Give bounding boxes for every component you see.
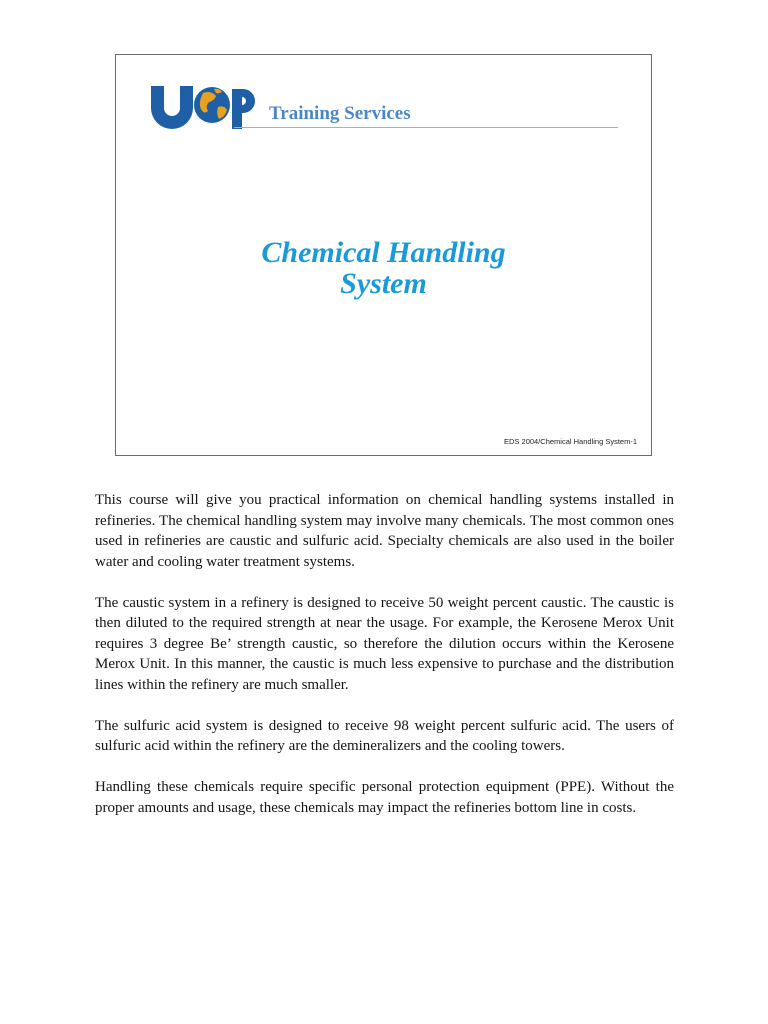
- paragraph-sulfuric: The sulfuric acid system is designed to receive 98 weight percent sulfuric acid. The users of sulfuric acid within the refinery are the demineralizers and the cooling towers.: [95, 717, 674, 754]
- slide-frame: [115, 54, 652, 456]
- paragraph-intro: This course will give you practical information on chemical handling systems installed in refineries. The chemical handling system may involve many chemicals. The most common ones used in refineries are caustic and sulfuric acid. Specialty chemicals are also used in the boiler water and cooling water treatment systems.: [95, 492, 674, 570]
- paragraph-caustic: The caustic system in a refinery is designed to receive 50 weight percent caustic. The caustic is then diluted to the required strength at near the usage. For example, the Kerosene Merox Unit requires 3 degree Be’ strength caustic, so therefore the dilution occurs within the Kerosene Merox Unit. In this manner, the caustic is much less expensive to purchase and the distribution lines within the refinery are much smaller.: [95, 594, 674, 693]
- uop-logo: [148, 81, 260, 131]
- slide-title-line-2: System: [340, 267, 427, 300]
- slide-footer: EDS 2004/Chemical Handling System-1: [504, 437, 637, 446]
- slide-title-line-1: Chemical Handling: [261, 236, 506, 269]
- brand-subtitle: Training Services: [269, 103, 411, 124]
- slide-title: [116, 237, 651, 299]
- brand-divider: [234, 127, 618, 128]
- body-text: [95, 490, 674, 839]
- paragraph-ppe: Handling these chemicals require specific personal protection equipment (PPE). Without the proper amounts and usage, these chemicals may impact the refineries bottom line in costs.: [95, 779, 674, 816]
